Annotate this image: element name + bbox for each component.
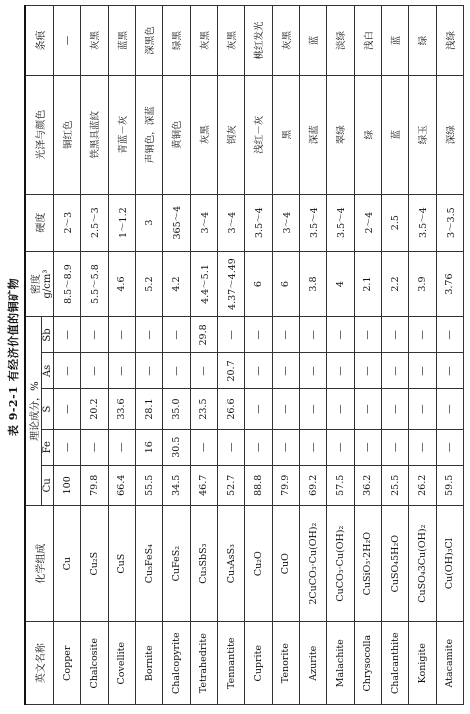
- cell-hardness: 3～4: [217, 194, 244, 251]
- cell-s: 20.2: [81, 389, 108, 429]
- cell-formula: Cu₅FeS₄: [135, 505, 162, 621]
- table-row: [190, 6, 217, 705]
- cell-fe: —: [299, 429, 326, 465]
- header-density-unit: g/cm³: [41, 269, 53, 299]
- cell-hardness: 3～3.5: [436, 194, 463, 251]
- table-row: [217, 6, 244, 705]
- cell-cu: 34.5: [163, 465, 190, 505]
- header-element-fe: Fe: [42, 429, 54, 465]
- header-element-sb: Sb: [42, 317, 54, 353]
- cell-density: 3.76: [436, 251, 463, 317]
- cell-s: —: [409, 389, 436, 429]
- cell-cu: 79.9: [272, 465, 299, 505]
- cell-density: 4.2: [163, 251, 190, 317]
- cell-color: 浅红－灰: [245, 75, 272, 194]
- table-wrapper: [24, 5, 464, 705]
- header-element-s: S: [42, 389, 54, 429]
- table-row: [163, 6, 190, 705]
- cell-sb: —: [299, 317, 326, 353]
- cell-english-name: Azurite: [299, 622, 326, 705]
- rotated-table-container: [24, 5, 464, 705]
- header-luster-color: 光泽与颜色: [25, 75, 54, 194]
- cell-formula: CuSiO₃·2H₂O: [354, 505, 381, 621]
- cell-density: 5.5～5.8: [81, 251, 108, 317]
- cell-color: 黑: [272, 75, 299, 194]
- cell-streak: 灰黑: [190, 6, 217, 76]
- cell-cu: 79.8: [81, 465, 108, 505]
- cell-as: —: [299, 353, 326, 389]
- cell-english-name: Chrysocolla: [354, 622, 381, 705]
- cell-s: —: [381, 389, 408, 429]
- table-row: [436, 6, 463, 705]
- cell-english-name: Copper: [54, 622, 81, 705]
- cell-fe: 30.5: [163, 429, 190, 465]
- header-density: [25, 251, 54, 317]
- cell-fe: —: [327, 429, 354, 465]
- cell-hardness: 2.5: [381, 194, 408, 251]
- cell-density: 6: [272, 251, 299, 317]
- cell-as: —: [272, 353, 299, 389]
- cell-hardness: 2～4: [354, 194, 381, 251]
- cell-formula: Cu(OH)₃Cl: [436, 505, 463, 621]
- cell-color: 深蓝: [299, 75, 326, 194]
- cell-fe: —: [409, 429, 436, 465]
- cell-as: —: [190, 353, 217, 389]
- cell-as: —: [81, 353, 108, 389]
- cell-sb: —: [327, 317, 354, 353]
- cell-english-name: Malachite: [327, 622, 354, 705]
- cell-sb: —: [381, 317, 408, 353]
- cell-streak: 绿: [409, 6, 436, 76]
- cell-cu: 100: [54, 465, 81, 505]
- table-row: [81, 6, 108, 705]
- cell-hardness: 3.5～4: [245, 194, 272, 251]
- cell-formula: Cu₃AsS₃: [217, 505, 244, 621]
- cell-english-name: Chalcanthite: [381, 622, 408, 705]
- cell-english-name: Chalcopyrite: [163, 622, 190, 705]
- cell-color: 翠绿: [327, 75, 354, 194]
- cell-as: —: [354, 353, 381, 389]
- cell-sb: —: [163, 317, 190, 353]
- cell-color: 绿玉: [409, 75, 436, 194]
- cell-streak: 蓝黑: [108, 6, 135, 76]
- cell-streak: 灰黑: [81, 6, 108, 76]
- cell-streak: 浅白: [354, 6, 381, 76]
- cell-s: —: [272, 389, 299, 429]
- cell-streak: 深黑色: [135, 6, 162, 76]
- cell-density: 2.1: [354, 251, 381, 317]
- cell-s: 33.6: [108, 389, 135, 429]
- cell-color: 灰黑: [190, 75, 217, 194]
- cell-english-name: Tetrahedrite: [190, 622, 217, 705]
- cell-fe: —: [436, 429, 463, 465]
- table-row: [354, 6, 381, 705]
- cell-sb: —: [108, 317, 135, 353]
- table-row: [245, 6, 272, 705]
- cell-cu: 88.8: [245, 465, 272, 505]
- table-row: [108, 6, 135, 705]
- cell-hardness: 2.5～3: [81, 194, 108, 251]
- header-hardness: 硬度: [25, 194, 54, 251]
- table-body: [54, 6, 464, 705]
- table-caption: 表 9-2-1 有经济价值的铜矿物: [7, 277, 20, 437]
- table-row: [54, 6, 81, 705]
- cell-cu: 57.5: [327, 465, 354, 505]
- cell-sb: —: [81, 317, 108, 353]
- cell-s: 23.5: [190, 389, 217, 429]
- cell-hardness: 1～1.2: [108, 194, 135, 251]
- cell-s: 35.0: [163, 389, 190, 429]
- cell-fe: 16: [135, 429, 162, 465]
- cell-cu: 52.7: [217, 465, 244, 505]
- cell-as: —: [108, 353, 135, 389]
- cell-streak: 桃红发光: [245, 6, 272, 76]
- cell-sb: 29.8: [190, 317, 217, 353]
- cell-formula: CuS: [108, 505, 135, 621]
- cell-english-name: Tenorite: [272, 622, 299, 705]
- cell-color: 绿: [354, 75, 381, 194]
- cell-formula: Cu₃SbS₃: [190, 505, 217, 621]
- table-row: [409, 6, 436, 705]
- cell-density: 6: [245, 251, 272, 317]
- cell-streak: 淡绿: [327, 6, 354, 76]
- cell-fe: —: [381, 429, 408, 465]
- cell-density: 8.5～8.9: [54, 251, 81, 317]
- cell-s: 26.6: [217, 389, 244, 429]
- cell-english-name: Konigite: [409, 622, 436, 705]
- cell-english-name: Atacamite: [436, 622, 463, 705]
- cell-fe: —: [217, 429, 244, 465]
- cell-density: 4.4～5.1: [190, 251, 217, 317]
- cell-hardness: 3.5～4: [409, 194, 436, 251]
- cell-s: —: [327, 389, 354, 429]
- cell-formula: CuO: [272, 505, 299, 621]
- cell-english-name: Covellite: [108, 622, 135, 705]
- cell-formula: 2CuCO₃·Cu(OH)₂: [299, 505, 326, 621]
- cell-as: —: [163, 353, 190, 389]
- cell-streak: 浅绿: [436, 6, 463, 76]
- cell-sb: —: [135, 317, 162, 353]
- cell-sb: —: [409, 317, 436, 353]
- cell-density: 2.2: [381, 251, 408, 317]
- cell-s: —: [299, 389, 326, 429]
- table-row: [327, 6, 354, 705]
- cell-fe: —: [81, 429, 108, 465]
- cell-streak: 灰黑: [272, 6, 299, 76]
- cell-density: 3.8: [299, 251, 326, 317]
- cell-sb: —: [245, 317, 272, 353]
- cell-streak: 绿黑: [163, 6, 190, 76]
- cell-color: 钢灰: [217, 75, 244, 194]
- cell-streak: —: [54, 6, 81, 76]
- cell-english-name: Cuprite: [245, 622, 272, 705]
- cell-as: —: [409, 353, 436, 389]
- cell-s: —: [354, 389, 381, 429]
- cell-density: 4: [327, 251, 354, 317]
- cell-formula: Cu₂S: [81, 505, 108, 621]
- cell-cu: 69.2: [299, 465, 326, 505]
- cell-cu: 46.7: [190, 465, 217, 505]
- cell-sb: —: [217, 317, 244, 353]
- header-theory: 理论成分，%: [25, 317, 42, 506]
- cell-s: —: [436, 389, 463, 429]
- cell-english-name: Chalcosite: [81, 622, 108, 705]
- cell-as: —: [245, 353, 272, 389]
- cell-fe: —: [354, 429, 381, 465]
- cell-streak: 蓝: [381, 6, 408, 76]
- cell-formula: CuSO₄5H₂O: [381, 505, 408, 621]
- cell-cu: 55.5: [135, 465, 162, 505]
- cell-hardness: 365～4: [163, 194, 190, 251]
- cell-density: 5.2: [135, 251, 162, 317]
- cell-color: 青蓝－灰: [108, 75, 135, 194]
- cell-density: 4.37～4.49: [217, 251, 244, 317]
- cell-sb: —: [436, 317, 463, 353]
- cell-color: 铁黑具蓝紋: [81, 75, 108, 194]
- cell-formula: CuFeS₂: [163, 505, 190, 621]
- copper-minerals-table: [24, 5, 464, 705]
- cell-streak: 灰黑: [217, 6, 244, 76]
- cell-cu: 66.4: [108, 465, 135, 505]
- cell-formula: Cu: [54, 505, 81, 621]
- cell-formula: Cu₂O: [245, 505, 272, 621]
- cell-sb: —: [272, 317, 299, 353]
- cell-hardness: 3～4: [190, 194, 217, 251]
- cell-s: 28.1: [135, 389, 162, 429]
- cell-density: 3.9: [409, 251, 436, 317]
- cell-as: —: [135, 353, 162, 389]
- cell-cu: 59.5: [436, 465, 463, 505]
- cell-color: 深绿: [436, 75, 463, 194]
- cell-hardness: 3.5～4: [327, 194, 354, 251]
- cell-english-name: Bornite: [135, 622, 162, 705]
- cell-fe: —: [54, 429, 81, 465]
- header-element-as: As: [42, 353, 54, 389]
- cell-english-name: Tennantite: [217, 622, 244, 705]
- cell-fe: —: [190, 429, 217, 465]
- cell-fe: —: [272, 429, 299, 465]
- cell-cu: 26.2: [409, 465, 436, 505]
- cell-fe: —: [245, 429, 272, 465]
- cell-formula: CuCO₃·Cu(OH)₂: [327, 505, 354, 621]
- header-english-name: 英文名称: [25, 622, 54, 705]
- cell-sb: —: [54, 317, 81, 353]
- table-caption-area: [0, 0, 26, 714]
- cell-color: 铜红色: [54, 75, 81, 194]
- table-row: [135, 6, 162, 705]
- cell-streak: 蓝: [299, 6, 326, 76]
- cell-hardness: 3～4: [272, 194, 299, 251]
- cell-as: —: [327, 353, 354, 389]
- cell-hardness: 2～3: [54, 194, 81, 251]
- table-row: [299, 6, 326, 705]
- cell-as: 20.7: [217, 353, 244, 389]
- header-streak: 条痕: [25, 6, 54, 76]
- cell-color: 声铜色，深蓝: [135, 75, 162, 194]
- cell-as: —: [436, 353, 463, 389]
- header-density-label: 密度: [30, 274, 42, 295]
- cell-hardness: 3: [135, 194, 162, 251]
- cell-as: —: [54, 353, 81, 389]
- cell-fe: —: [108, 429, 135, 465]
- table-row: [381, 6, 408, 705]
- cell-color: 黄铜色: [163, 75, 190, 194]
- cell-sb: —: [354, 317, 381, 353]
- cell-hardness: 3.5～4: [299, 194, 326, 251]
- table-row: [272, 6, 299, 705]
- cell-color: 蓝: [381, 75, 408, 194]
- header-chemical: 化学组成: [25, 505, 54, 621]
- cell-cu: 25.5: [381, 465, 408, 505]
- cell-formula: CuSO₄3Cu(OH)₂: [409, 505, 436, 621]
- header-element-cu: Cu: [42, 465, 54, 505]
- cell-as: —: [381, 353, 408, 389]
- cell-density: 4.6: [108, 251, 135, 317]
- cell-cu: 36.2: [354, 465, 381, 505]
- cell-s: —: [245, 389, 272, 429]
- cell-s: —: [54, 389, 81, 429]
